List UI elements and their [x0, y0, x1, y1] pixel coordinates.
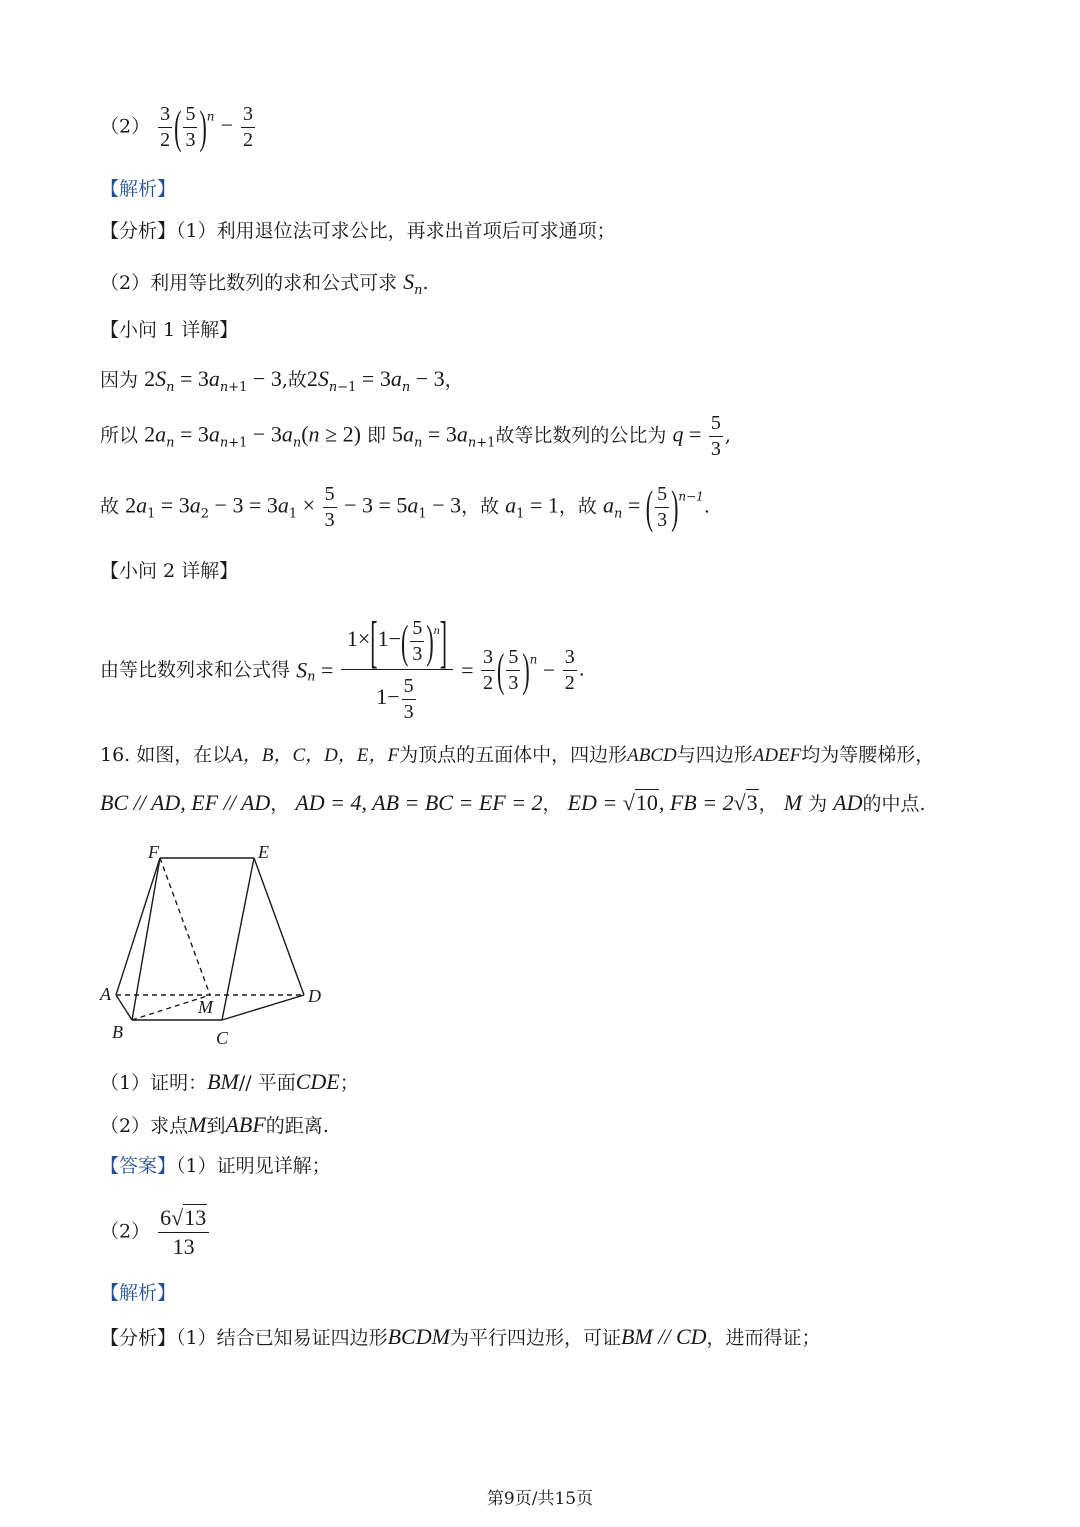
- q16-part2: [100, 1114, 329, 1136]
- quad-abcd: ABCD: [627, 745, 677, 766]
- edge-ed: [254, 858, 304, 995]
- text: // 平面: [238, 1072, 296, 1094]
- plane-cde: CDE: [295, 1069, 340, 1094]
- text: （1）证明：: [100, 1072, 208, 1094]
- text: 故等比数列的公比为: [495, 424, 667, 447]
- fenxi-text-2: （2）利用等比数列的求和公式可求: [100, 272, 398, 294]
- numerator-coef: 6: [160, 1205, 172, 1230]
- label-b: B: [112, 1022, 123, 1042]
- text: （1）结合已知易证四边形: [176, 1327, 388, 1349]
- text: 故: [100, 495, 120, 518]
- text: ,故: [281, 369, 307, 391]
- text: ，故: [558, 495, 597, 518]
- q16-analysis-heading: 【解析】: [100, 1282, 177, 1304]
- q16-fenxi: [100, 1326, 821, 1348]
- sub1-heading: 【小问 1 详解】: [100, 319, 239, 341]
- text: 与四边形: [676, 744, 753, 766]
- vertices: A，B，C，D，E，F: [231, 745, 400, 766]
- sub1-line-1: 因为 $2S_n = 3a_{n+1} - 3$,故$2S_{n-1} = 3a_n - 3$，: [100, 366, 464, 395]
- text: 的距离.: [265, 1115, 329, 1137]
- edge-cd: [222, 995, 304, 1020]
- sub1-line-2: 所以 $2a_n = 3a_{n+1} - 3a_n(n \ge 2)$ 即 $5a_n = 3a_{n+1}$故等比数列的公比为 q = $\frac{5}{3}$ ,: [100, 412, 731, 460]
- pentahedron-figure: [96, 840, 336, 1050]
- big-fraction: 1×[1−( $\frac{5}{3}$ )$^n$] 1− $\frac{5}{3}$: [341, 618, 453, 723]
- fenxi-line-1: [100, 222, 616, 241]
- text: 因为: [100, 369, 139, 391]
- text: （1）证明见详解；: [176, 1155, 331, 1177]
- parallel-bm-cd: BM // CD: [620, 1324, 707, 1349]
- q16-conditions: BC // AD, EF // AD， AD = 4, AB = BC = EF = 2， ED = √10, FB = 2√3， M 为 AD的中点.: [100, 790, 926, 815]
- cond-fb: , FB = 2: [658, 790, 734, 815]
- sub2-heading: 【小问 2 详解】: [100, 560, 239, 582]
- answer-fraction: $\frac{6√13}{13}$: [158, 1206, 209, 1258]
- label-e: E: [258, 842, 269, 862]
- text: 的中点.: [862, 793, 926, 815]
- sum-formula: 由等比数列求和公式得 $S_n$ = 1×[1−( $\frac{5}{3}$ )$^n$] 1− $\frac{5}{3}$ = $\frac{3}{2}$ ( $\frac{5}{3}$ )$^n$ − $\frac{3}{2}$ .: [100, 608, 585, 723]
- label-f: F: [148, 842, 159, 862]
- sqrt-3: 3: [746, 790, 758, 815]
- edge-fa: [116, 858, 160, 995]
- quad-adef: ADEF: [752, 745, 802, 766]
- page-footer: 第9页/共15页: [486, 1489, 594, 1509]
- fenxi-line-2: （2）利用等比数列的求和公式可求 $S_n$.: [100, 269, 429, 298]
- part-label: （2）: [100, 1220, 151, 1243]
- fraction: $\frac{3}{2}$: [160, 103, 171, 151]
- q16-stem-1: [100, 746, 934, 765]
- text: 为平行四边形，可证: [449, 1327, 621, 1349]
- numerator-root: 13: [184, 1205, 207, 1230]
- segment-bm: BM: [207, 1069, 239, 1094]
- sqrt-10: 10: [635, 790, 658, 815]
- edge-fb: [132, 858, 160, 1020]
- denominator: 13: [172, 1234, 195, 1259]
- label-m: M: [198, 997, 213, 1017]
- text: 所以: [100, 424, 139, 447]
- label-c: C: [216, 1028, 229, 1048]
- cond-lengths: AD = 4, AB = BC = EF = 2: [295, 790, 543, 815]
- cond-ed: ED =: [567, 790, 623, 815]
- point-m: M: [783, 790, 803, 815]
- text: 为: [808, 793, 828, 815]
- quad-bcdm: BCDM: [387, 1324, 450, 1349]
- point-m: M: [188, 1112, 207, 1137]
- fenxi-tag: 【分析】: [100, 220, 177, 242]
- edge-ab: [116, 995, 132, 1020]
- text: 到: [206, 1115, 226, 1137]
- text: 由等比数列求和公式得: [100, 659, 291, 681]
- cond-parallel: BC // AD, EF // AD: [100, 790, 271, 815]
- text: （2）求点: [100, 1115, 189, 1137]
- q16-answer-2: [100, 1206, 211, 1258]
- q16-part1: [100, 1071, 359, 1093]
- label-d: D: [308, 986, 321, 1006]
- q16-answer-1: [100, 1157, 331, 1176]
- text: ；: [339, 1072, 359, 1094]
- text: ，故: [461, 495, 500, 518]
- q15-part2-answer: （2） $\frac{3}{2}$ ( $\frac{5}{3}$ )$^n$ − $\frac{3}{2}$: [100, 100, 254, 153]
- text: 均为等腰梯形，: [801, 744, 935, 766]
- text: 为顶点的五面体中，四边形: [399, 744, 628, 766]
- edge-fm-hidden: [160, 858, 210, 995]
- segment-ad: AD: [833, 790, 863, 815]
- answer-tag: 【答案】: [100, 1155, 177, 1177]
- fenxi-text-1: （1）利用退位法可求公比，再求出首项后可求通项；: [176, 220, 616, 242]
- text: 即: [366, 424, 386, 447]
- text: ，进而得证；: [706, 1327, 821, 1349]
- analysis-heading: 【解析】: [100, 178, 177, 200]
- plane-abf: ABF: [225, 1112, 266, 1137]
- label-a: A: [100, 984, 111, 1004]
- text: 16. 如图，在以: [100, 744, 232, 766]
- edge-ec: [222, 858, 254, 1020]
- fenxi-tag: 【分析】: [100, 1327, 177, 1349]
- sub1-line-3: 故 $2a_1 = 3a_2 - 3 = 3a_1$ × $\frac{5}{3}$ − $3 = 5a_1 - 3$，故 $a_1 = 1$，故 $a_n$ = ( $\frac{5}{3}$ )$^{n-1}$.: [100, 480, 710, 533]
- part-label: （2）: [100, 115, 151, 138]
